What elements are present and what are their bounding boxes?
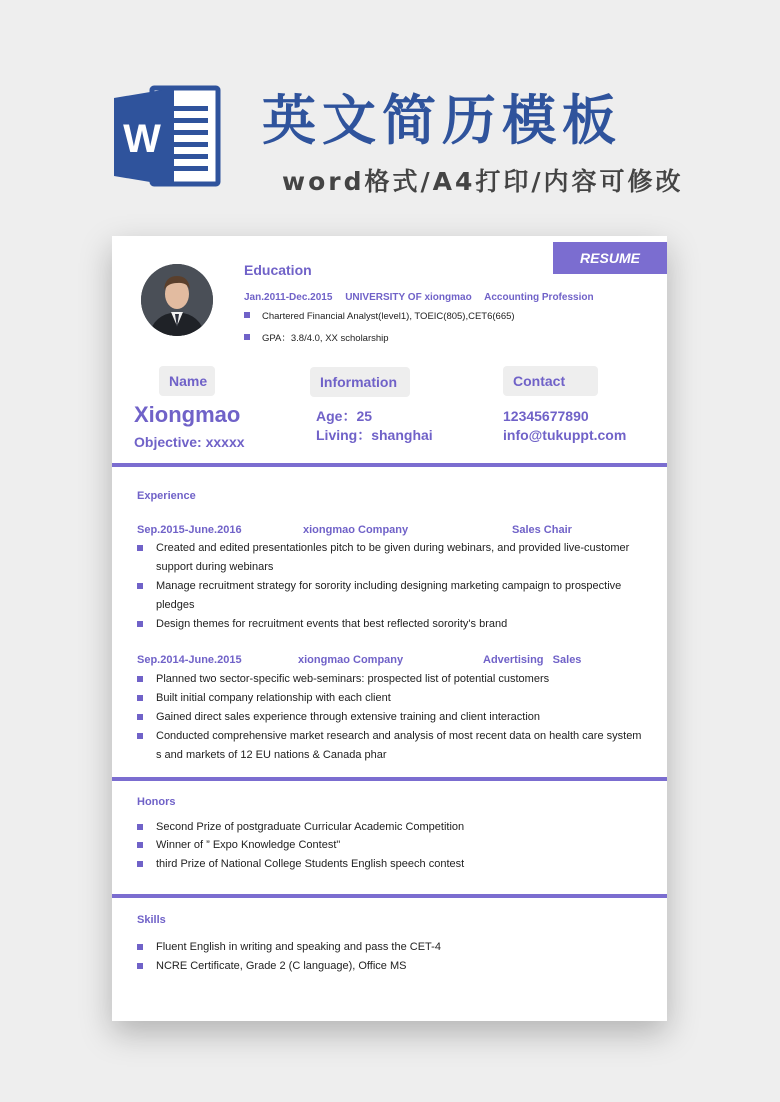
education-school: UNIVERSITY OF xiongmao	[345, 292, 472, 303]
list-item: Gained direct sales experience through extensive training and client interaction	[137, 708, 647, 727]
bullet-square	[137, 695, 143, 701]
education-major: Accounting Profession	[484, 292, 594, 303]
job-role: Advertising Sales	[483, 654, 582, 666]
section-divider	[112, 463, 667, 467]
job-role: Sales Chair	[512, 524, 572, 536]
list-item: NCRE Certificate, Grade 2 (C language), Office MS	[137, 957, 647, 976]
contact-label: Contact	[503, 366, 598, 396]
information-label: Information	[310, 367, 410, 397]
experience-title: Experience	[137, 490, 196, 502]
bullet-square	[137, 963, 143, 969]
job-company: xiongmao Company	[303, 524, 409, 536]
candidate-name: Xiongmao	[134, 402, 241, 427]
job-date: Sep.2015-June.2016	[137, 524, 242, 536]
job-date: Sep.2014-June.2015	[137, 654, 242, 666]
objective: Objective: xxxxx	[134, 434, 245, 450]
bullet-square	[137, 714, 143, 720]
list-item: Second Prize of postgraduate Curricular Academic Competition	[137, 818, 647, 837]
education-date: Jan.2011-Dec.2015	[244, 292, 333, 303]
job-header	[137, 654, 657, 668]
avatar-portrait	[141, 264, 213, 336]
education-title: Education	[244, 262, 312, 278]
resume-page	[112, 236, 667, 1021]
list-item: Created and edited presentationles pitch to be given during webinars, and provided live-customer support during webinars	[137, 539, 647, 576]
job-company: xiongmao Company	[298, 654, 404, 666]
name-label: Name	[159, 366, 215, 396]
bullet-square	[137, 842, 143, 848]
honors-title: Honors	[137, 796, 176, 808]
list-item: Manage recruitment strategy for sorority including designing marketing campaign to prospective pledges	[137, 577, 647, 614]
bullet-square	[137, 944, 143, 950]
bullet-square	[137, 583, 143, 589]
living: Living：shanghai	[316, 427, 433, 443]
education-item: Chartered Financial Analyst(level1), TOEIC(805),CET6(665)	[244, 311, 515, 322]
list-item: Planned two sector-specific web-seminars: prospected list of potential customers	[137, 670, 647, 689]
section-divider	[112, 894, 667, 898]
bullet-square	[137, 733, 143, 739]
bullet-square	[137, 676, 143, 682]
bullet-square	[244, 312, 250, 318]
avatar	[141, 264, 213, 336]
section-divider	[112, 777, 667, 781]
resume-tag: RESUME	[553, 242, 667, 274]
bullet-square	[244, 334, 250, 340]
banner-title: 英文简历模板	[262, 89, 622, 152]
job-header	[137, 524, 657, 538]
list-item: Fluent English in writing and speaking and pass the CET-4	[137, 938, 647, 957]
bullet-square	[137, 545, 143, 551]
list-item: Conducted comprehensive market research and analysis of most recent data on health care system s and markets of 12 EU nations & Canada phar	[137, 727, 647, 764]
list-item: Built initial company relationship with each client	[137, 689, 647, 708]
phone: 12345677890	[503, 408, 589, 424]
list-item: Design themes for recruitment events that best reflected sorority's brand	[137, 615, 647, 634]
banner-subtitle: word格式/A4打印/内容可修改	[282, 167, 684, 196]
skills-title: Skills	[137, 914, 166, 926]
word-doc-icon	[112, 82, 222, 192]
education-item: GPA：3.8/4.0, XX scholarship	[244, 330, 389, 344]
bullet-square	[137, 861, 143, 867]
word-icon-letter: W	[123, 117, 161, 161]
bullet-square	[137, 621, 143, 627]
list-item: Winner of ” Expo Knowledge Contest"	[137, 836, 647, 855]
email: info@tukuppt.com	[503, 427, 627, 443]
age: Age：25	[316, 408, 373, 424]
list-item: third Prize of National College Students English speech contest	[137, 855, 647, 874]
bullet-square	[137, 824, 143, 830]
education-header	[244, 292, 604, 303]
